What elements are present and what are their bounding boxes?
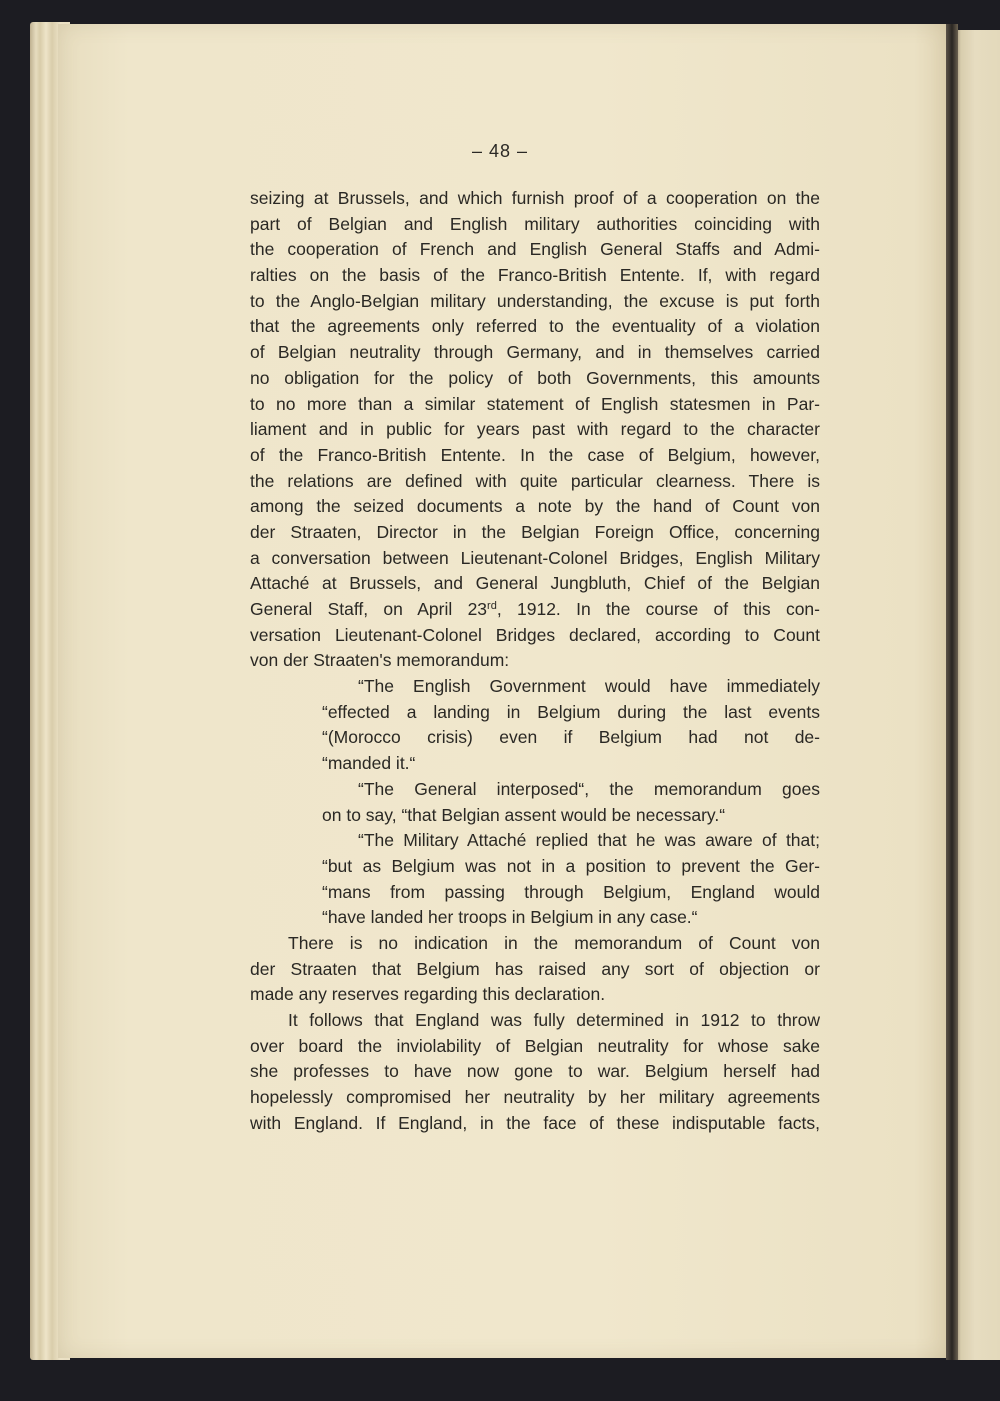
quote-line: “mans from passing through Belgium, England would bbox=[322, 881, 820, 902]
body-text bbox=[250, 186, 820, 1136]
quote-line: “manded it.“ bbox=[322, 753, 416, 774]
text-line: hopelessly compromised her neutrality by her military agreements bbox=[250, 1087, 820, 1108]
ordinal-superscript: rd bbox=[487, 600, 497, 612]
text-line: the relations are defined with quite particular clearness. There is bbox=[250, 470, 820, 491]
quote-line: “(Morocco crisis) even if Belgium had not de- bbox=[322, 727, 820, 748]
text-line: It follows that England was fully determined in 1912 to throw bbox=[288, 1010, 820, 1030]
quote-line: “have landed her troops in Belgium in any case.“ bbox=[322, 907, 698, 928]
page-number: – 48 – bbox=[471, 141, 529, 161]
text-line: der Straaten that Belgium has raised any sort of objection or bbox=[250, 958, 820, 979]
text-line: a conversation between Lieutenant-Colonel Bridges, English Military bbox=[250, 547, 820, 568]
text-line: to the Anglo-Belgian military understanding, the excuse is put forth bbox=[250, 290, 820, 311]
quote-line: “but as Belgium was not in a position to prevent the Ger- bbox=[322, 855, 820, 876]
text-line: part of Belgian and English military authorities coinciding with bbox=[250, 213, 820, 234]
text-line: to no more than a similar statement of English statesmen in Par- bbox=[250, 393, 820, 414]
april-text-b: , 1912. In the course of this con- bbox=[496, 599, 820, 619]
facing-page-edge bbox=[955, 30, 1000, 1360]
text-line: There is no indication in the memorandum of Count von bbox=[288, 932, 820, 953]
april-text-a: General Staff, on April 23 bbox=[250, 599, 488, 619]
quote-line: “The Military Attaché replied that he was aware of that; bbox=[358, 830, 820, 851]
text-line: among the seized documents a note by the hand of Count von bbox=[250, 496, 820, 517]
quote-line: “The General interposed“, the memorandum goes bbox=[358, 778, 820, 799]
book-gutter bbox=[946, 24, 958, 1360]
quote-line: “The English Government would have immediately bbox=[358, 676, 820, 697]
quote-line: on to say, “that Belgian assent would be necessary.“ bbox=[322, 804, 726, 825]
text-line: of Belgian neutrality through Germany, and in themselves carried bbox=[250, 342, 820, 363]
text-line: Attaché at Brussels, and General Jungbluth, Chief of the Belgian bbox=[250, 573, 820, 594]
text-line: versation Lieutenant-Colonel Bridges declared, according to Count bbox=[250, 624, 820, 645]
text-line: liament and in public for years past with regard to the character bbox=[250, 419, 820, 440]
text-line: der Straaten, Director in the Belgian Foreign Office, concerning bbox=[250, 521, 820, 542]
text-line: made any reserves regarding this declaration. bbox=[250, 984, 606, 1005]
text-line: seizing at Brussels, and which furnish proof of a cooperation on the bbox=[250, 188, 820, 208]
text-line: no obligation for the policy of both Governments, this amounts bbox=[250, 367, 820, 388]
text-line: with England. If England, in the face of these indisputable facts, bbox=[250, 1112, 820, 1133]
text-line: over board the inviolability of Belgian neutrality for whose sake bbox=[250, 1035, 820, 1056]
quote-line: “effected a landing in Belgium during the last events bbox=[322, 701, 820, 722]
text-line-april bbox=[250, 597, 820, 623]
text-line: that the agreements only referred to the eventuality of a violation bbox=[250, 316, 820, 337]
text-line: she professes to have now gone to war. Belgium herself had bbox=[250, 1061, 820, 1082]
text-line: ralties on the basis of the Franco-British Entente. If, with regard bbox=[250, 265, 820, 286]
text-line: of the Franco-British Entente. In the case of Belgium, however, bbox=[250, 444, 820, 465]
text-line: von der Straaten's memorandum: bbox=[250, 650, 510, 671]
text-line: the cooperation of French and English General Staffs and Admi- bbox=[250, 239, 820, 260]
